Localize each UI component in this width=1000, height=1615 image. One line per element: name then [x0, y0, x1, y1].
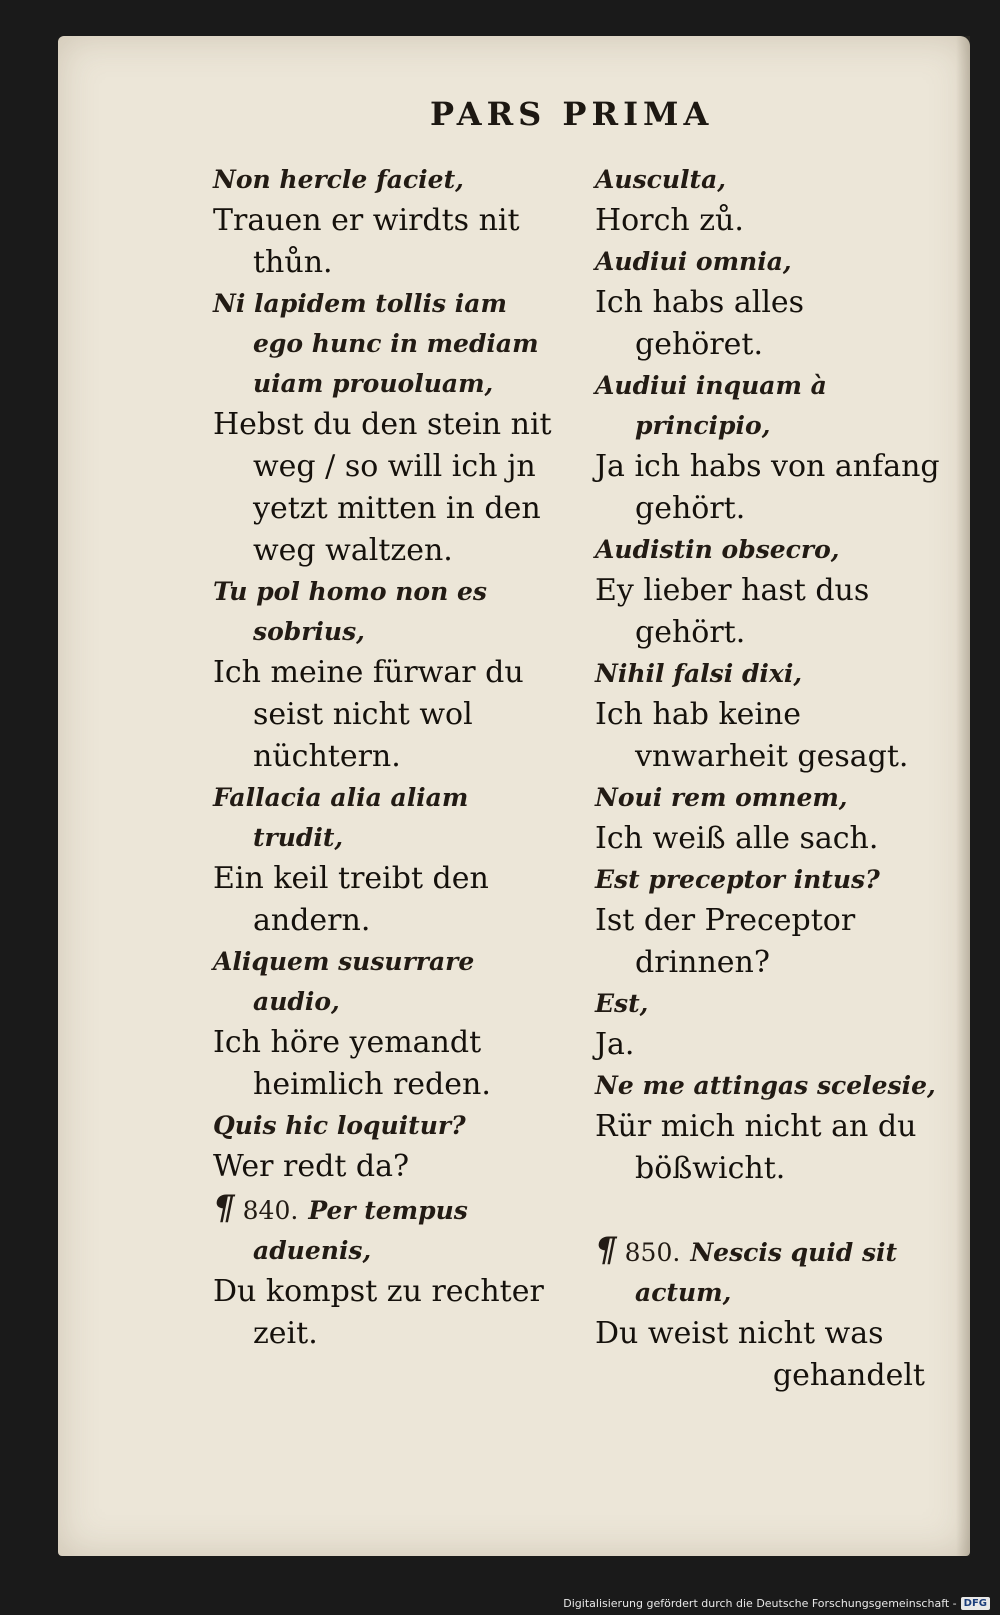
left-latin-phrase: Aliquem susurrare audio,: [213, 947, 475, 1016]
left-latin-phrase: Ni lapidem tollis iam ego hunc in mediam uiam prouoluam,: [213, 289, 539, 398]
right-latin-phrase: Ausculta,: [595, 165, 726, 194]
left-numbered-latin-phrase: [213, 1188, 558, 1271]
left-latin-phrase: Fallacia alia aliam trudit,: [213, 783, 469, 852]
right-german-translation: Rür mich nicht an du bößwicht.: [595, 1109, 917, 1186]
digitization-footer: [560, 1594, 990, 1612]
right-latin-phrase: Noui rem omnem,: [595, 783, 848, 812]
right-german-translation: Ja ich habs von anfang gehört.: [595, 449, 940, 526]
right-german-translation: Ja.: [595, 1027, 635, 1062]
right-latin-phrase: Audiui omnia,: [595, 247, 792, 276]
paragraph-mark: ¶: [595, 1230, 617, 1270]
right-german-translation: Ich hab keine vnwarheit gesagt.: [595, 697, 909, 774]
latin-text: Nescis quid sit actum,: [635, 1238, 898, 1307]
left-german-translation: Hebst du den stein nit weg / so will ich jn yetzt mitten in den weg waltzen.: [213, 407, 552, 568]
spacer: [595, 1190, 940, 1230]
right-german-translation-continued: gehandelt: [772, 1358, 925, 1393]
left-german-translation: Du kompst zu rechter zeit.: [213, 1274, 544, 1351]
latin-text: Per tempus aduenis,: [253, 1196, 468, 1265]
right-latin-phrase: Audiui inquam à principio,: [595, 371, 827, 440]
right-latin-phrase: Nihil falsi dixi,: [595, 659, 803, 688]
left-german-translation: Trauen er wirdts nit thůn.: [213, 203, 520, 280]
dfg-logo: DFG: [961, 1597, 990, 1610]
page-edge-shadow: [956, 36, 970, 1556]
right-german-translation: Du weist nicht was: [595, 1316, 884, 1351]
page-header: PARS PRIMA: [430, 95, 714, 133]
left-latin-phrase: Quis hic loquitur?: [213, 1111, 466, 1140]
right-german-translation: Ist der Preceptor drinnen?: [595, 903, 856, 980]
right-latin-phrase: Audistin obsecro,: [595, 535, 840, 564]
left-german-translation: Wer redt da?: [213, 1149, 410, 1184]
paragraph-mark: ¶: [213, 1188, 235, 1228]
left-column: [213, 160, 558, 1355]
right-numbered-latin-phrase: [595, 1230, 940, 1313]
footer-text: Digitalisierung gefördert durch die Deutsche Forschungsgemeinschaft -: [563, 1596, 957, 1610]
right-german-translation: Ich habs alles gehöret.: [595, 285, 805, 362]
left-latin-phrase: Tu pol homo non es sobrius,: [213, 577, 487, 646]
right-latin-phrase: Ne me attingas scelesie,: [595, 1071, 936, 1100]
right-german-translation: Ey lieber hast dus gehört.: [595, 573, 870, 650]
right-german-translation: Horch zů.: [595, 203, 744, 238]
right-latin-phrase: Est,: [595, 989, 649, 1018]
entry-number: 850.: [624, 1238, 681, 1267]
left-german-translation: Ich höre yemandt heimlich reden.: [213, 1025, 491, 1102]
entry-number: 840.: [242, 1196, 299, 1225]
right-latin-phrase: Est preceptor intus?: [595, 865, 880, 894]
right-german-translation: Ich weiß alle sach.: [595, 821, 879, 856]
left-latin-phrase: Non hercle faciet,: [213, 165, 464, 194]
right-column: [595, 160, 940, 1397]
left-german-translation: Ein keil treibt den andern.: [213, 861, 489, 938]
left-german-translation: Ich meine fürwar du seist nicht wol nüchtern.: [213, 655, 524, 774]
